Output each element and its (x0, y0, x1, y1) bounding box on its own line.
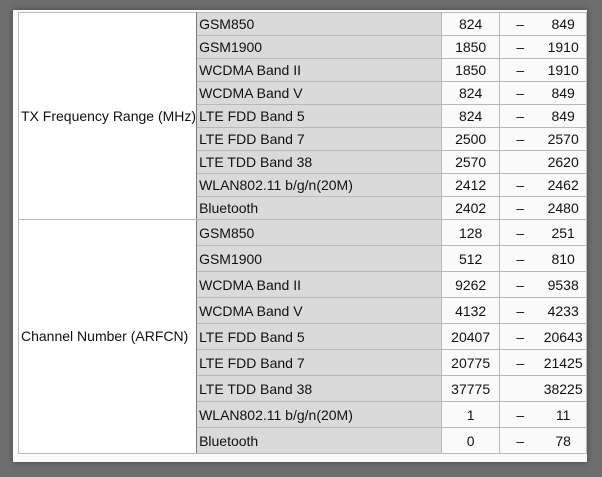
range-high-cell: 21425 (540, 350, 586, 376)
band-cell: WLAN802.11 b/g/n(20M) (197, 174, 442, 197)
band-cell: GSM850 (197, 13, 442, 36)
table-row (19, 220, 587, 246)
range-high-cell: 251 (540, 220, 586, 246)
range-dash-cell: – (500, 36, 541, 59)
range-low-cell: 824 (442, 13, 500, 36)
range-low-cell: 824 (442, 105, 500, 128)
range-dash-cell: – (500, 246, 541, 272)
range-low-cell: 1850 (442, 59, 500, 82)
range-dash-cell (500, 376, 541, 402)
range-low-cell: 9262 (442, 272, 500, 298)
range-dash-cell: – (500, 220, 541, 246)
range-dash-cell (500, 151, 541, 174)
range-high-cell: 849 (540, 82, 586, 105)
range-dash-cell: – (500, 402, 541, 428)
band-cell: GSM850 (197, 220, 442, 246)
range-low-cell: 824 (442, 82, 500, 105)
range-low-cell: 2570 (442, 151, 500, 174)
band-cell: GSM1900 (197, 246, 442, 272)
range-dash-cell: – (500, 174, 541, 197)
range-low-cell: 512 (442, 246, 500, 272)
range-dash-cell: – (500, 197, 541, 220)
band-cell: Bluetooth (197, 197, 442, 220)
range-high-cell: 4233 (540, 298, 586, 324)
range-high-cell: 38225 (540, 376, 586, 402)
range-dash-cell: – (500, 272, 541, 298)
section-label: TX Frequency Range (MHz) (19, 13, 197, 220)
range-high-cell: 20643 (540, 324, 586, 350)
range-low-cell: 20407 (442, 324, 500, 350)
range-low-cell: 1 (442, 402, 500, 428)
band-cell: GSM1900 (197, 36, 442, 59)
range-high-cell: 2570 (540, 128, 586, 151)
range-dash-cell: – (500, 13, 541, 36)
range-dash-cell: – (500, 324, 541, 350)
band-cell: LTE TDD Band 38 (197, 151, 442, 174)
range-high-cell: 78 (540, 428, 586, 454)
range-high-cell: 2480 (540, 197, 586, 220)
range-dash-cell: – (500, 82, 541, 105)
range-dash-cell: – (500, 298, 541, 324)
range-high-cell: 1910 (540, 59, 586, 82)
range-low-cell: 1850 (442, 36, 500, 59)
range-high-cell: 849 (540, 13, 586, 36)
range-low-cell: 128 (442, 220, 500, 246)
band-cell: WCDMA Band II (197, 59, 442, 82)
band-cell: LTE FDD Band 7 (197, 128, 442, 151)
range-high-cell: 2620 (540, 151, 586, 174)
range-low-cell: 20775 (442, 350, 500, 376)
range-high-cell: 11 (540, 402, 586, 428)
spec-table (18, 12, 587, 454)
range-dash-cell: – (500, 105, 541, 128)
range-dash-cell: – (500, 59, 541, 82)
range-dash-cell: – (500, 350, 541, 376)
band-cell: LTE FDD Band 5 (197, 324, 442, 350)
band-cell: LTE FDD Band 5 (197, 105, 442, 128)
range-high-cell: 9538 (540, 272, 586, 298)
band-cell: WCDMA Band II (197, 272, 442, 298)
range-low-cell: 2500 (442, 128, 500, 151)
band-cell: Bluetooth (197, 428, 442, 454)
range-low-cell: 4132 (442, 298, 500, 324)
range-low-cell: 2402 (442, 197, 500, 220)
band-cell: LTE FDD Band 7 (197, 350, 442, 376)
band-cell: WCDMA Band V (197, 82, 442, 105)
range-dash-cell: – (500, 128, 541, 151)
range-low-cell: 2412 (442, 174, 500, 197)
band-cell: WCDMA Band V (197, 298, 442, 324)
band-cell: LTE TDD Band 38 (197, 376, 442, 402)
range-low-cell: 37775 (442, 376, 500, 402)
range-low-cell: 0 (442, 428, 500, 454)
range-high-cell: 1910 (540, 36, 586, 59)
range-dash-cell: – (500, 428, 541, 454)
range-high-cell: 2462 (540, 174, 586, 197)
range-high-cell: 849 (540, 105, 586, 128)
table-row (19, 13, 587, 36)
document-frame (13, 10, 587, 462)
section-label: Channel Number (ARFCN) (19, 220, 197, 454)
band-cell: WLAN802.11 b/g/n(20M) (197, 402, 442, 428)
range-high-cell: 810 (540, 246, 586, 272)
